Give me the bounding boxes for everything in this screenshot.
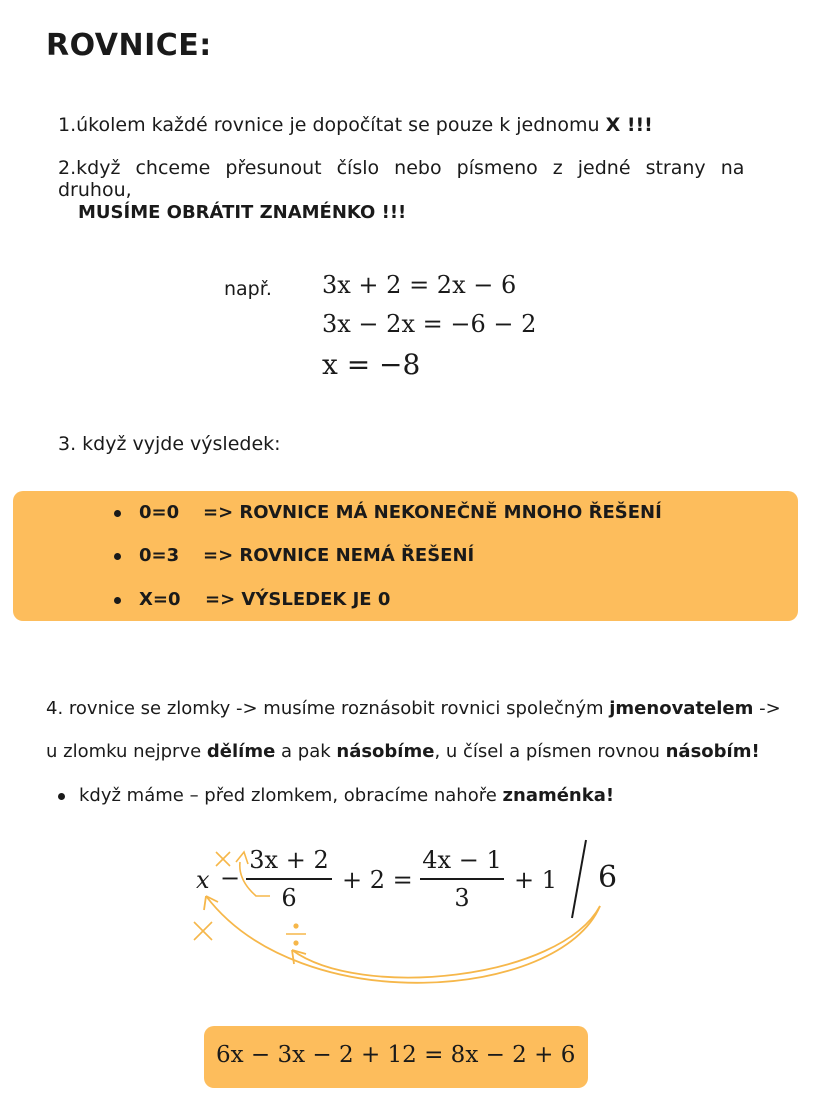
example-label: např. bbox=[224, 278, 272, 300]
rule-4-bold: znaménka! bbox=[502, 785, 615, 806]
multiply-divider-icon bbox=[572, 840, 586, 918]
eq-minus: − bbox=[220, 864, 241, 892]
example-line-1: 3x + 2 = 2x − 6 bbox=[322, 271, 517, 299]
eq-plus-2: + 2 = bbox=[342, 866, 413, 894]
divide-sign-icon bbox=[286, 924, 306, 945]
fraction-2-numerator: 4x − 1 bbox=[422, 846, 502, 874]
rule-2-number: 2. bbox=[58, 157, 77, 179]
rule-4-text: -> bbox=[753, 698, 781, 719]
result-meaning: => ROVNICE NEMÁ ŘEŠENÍ bbox=[203, 545, 475, 566]
rule-4-bold: jmenovatelem bbox=[609, 698, 754, 719]
eq-plus-1: + 1 bbox=[514, 866, 558, 894]
arc-arrow-icon bbox=[292, 906, 600, 978]
example-line-3: x = −8 bbox=[322, 348, 421, 381]
page-title: ROVNICE: bbox=[46, 28, 212, 63]
cross-mark-icon bbox=[194, 922, 212, 940]
arrow-head-icon bbox=[236, 852, 248, 864]
rule-3: 3. když vyjde výsledek: bbox=[58, 433, 281, 455]
rule-2-text: když chceme přesunout číslo nebo písmeno z jedné strany na druhou, bbox=[58, 157, 745, 201]
result-case: 0=0 bbox=[139, 502, 180, 523]
rule-4-text: u zlomku nejprve bbox=[46, 741, 207, 762]
rule-2-bold: MUSÍME OBRÁTIT ZNAMÉNKO !!! bbox=[78, 202, 407, 223]
rule-1-number: 1. bbox=[58, 114, 77, 136]
result-case: X=0 bbox=[139, 589, 181, 610]
fraction-1-denominator: 6 bbox=[281, 884, 297, 912]
fraction-1-numerator: 3x + 2 bbox=[249, 846, 329, 874]
eq-multiplier: 6 bbox=[598, 860, 618, 895]
result-meaning: => ROVNICE MÁ NEKONEČNĚ MNOHO ŘEŠENÍ bbox=[203, 502, 662, 523]
curl-arrow-icon bbox=[240, 862, 270, 896]
rule-4-text: a pak bbox=[275, 741, 337, 762]
example-line-2: 3x − 2x = −6 − 2 bbox=[322, 310, 537, 338]
result-case: 0=3 bbox=[139, 545, 180, 566]
result-meaning: => VÝSLEDEK JE 0 bbox=[205, 589, 391, 610]
rule-4-bold: násobíme bbox=[336, 741, 435, 762]
eq-x: x bbox=[196, 866, 210, 894]
rule-4-bold: dělíme bbox=[206, 741, 276, 762]
rule-1-bold: X !!! bbox=[605, 114, 653, 136]
rule-1-text: úkolem každé rovnice je dopočítat se pouze k jednomu bbox=[76, 114, 606, 136]
cross-mark-icon bbox=[216, 852, 230, 866]
rule-4-bold: násobím! bbox=[665, 741, 760, 762]
rule-4-text: když máme – před zlomkem, obracíme nahoře bbox=[79, 785, 503, 806]
rule-4-text: , u čísel a písmen rovnou bbox=[434, 741, 666, 762]
result-equation: 6x − 3x − 2 + 12 = 8x − 2 + 6 bbox=[216, 1042, 576, 1068]
arc-arrow-icon bbox=[206, 896, 600, 983]
rule-4-text: 4. rovnice se zlomky -> musíme roznásobit rovnici společným bbox=[46, 698, 610, 719]
fraction-2-denominator: 3 bbox=[454, 884, 470, 912]
